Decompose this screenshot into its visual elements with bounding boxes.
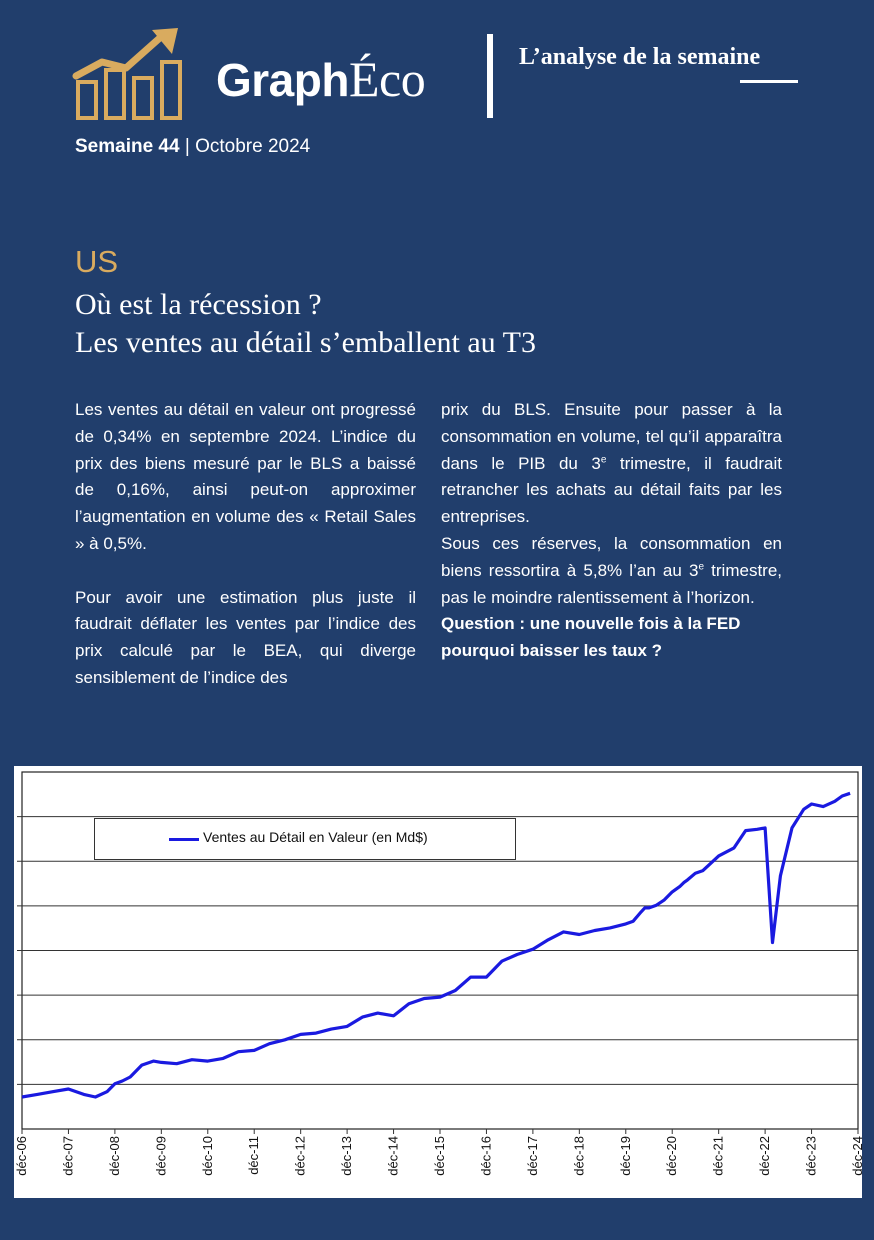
tagline-underline — [740, 80, 798, 83]
x-tick-label: déc-22 — [757, 1136, 773, 1176]
brand-name-serif: Éco — [348, 51, 426, 107]
header-divider — [487, 34, 493, 118]
paragraph-3-end: trimestre, pas le moindre ralentissement à l’horizon. — [441, 560, 783, 607]
week-number: Semaine 44 — [75, 136, 180, 157]
text-column-right — [441, 397, 782, 665]
x-tick-label: déc-08 — [106, 1136, 122, 1176]
brand-logo — [216, 50, 425, 108]
x-tick-label: déc-24 — [850, 1136, 865, 1176]
ordinal-suffix-2: e — [698, 561, 705, 573]
x-tick-label: déc-13 — [339, 1136, 355, 1176]
article-title — [75, 286, 536, 362]
x-tick-label: déc-17 — [524, 1136, 540, 1176]
legend-swatch — [169, 838, 199, 841]
x-tick-label: déc-21 — [710, 1136, 726, 1176]
paragraph-2-end: trimestre, il faudrait retrancher les achats au détail faits par les entreprises. — [441, 453, 782, 527]
x-tick-label: déc-19 — [617, 1136, 633, 1176]
title-line-2: Les ventes au détail s’emballent au T3 — [75, 326, 536, 359]
x-tick-label: déc-20 — [664, 1136, 680, 1176]
retail-sales-chart — [14, 766, 865, 1198]
month: Octobre 2024 — [195, 136, 311, 157]
x-tick-label: déc-12 — [292, 1136, 308, 1176]
x-tick-label: déc-10 — [199, 1136, 215, 1176]
x-tick-label: déc-15 — [432, 1136, 447, 1176]
brand-name-bold: Graph — [216, 54, 349, 106]
x-tick-label: déc-16 — [478, 1136, 494, 1176]
paragraph-1: Les ventes au détail en valeur ont progressé de 0,34% en septembre 2024. L’indice du prix des biens mesuré par le BLS a baissé de 0,16%, ainsi peut-on approximer l’augmentation en volume des « Retail Sales » à 0,5%. — [75, 400, 416, 553]
question: Question : une nouvelle fois à la FED pourquoi baisser les taux ? — [441, 614, 741, 661]
x-tick-label: déc-07 — [60, 1136, 76, 1176]
paragraph-3-start: Sous ces réserves, la consommation en biens ressortira à 5,8% l’an au 3 — [441, 533, 782, 580]
x-tick-label: déc-23 — [803, 1136, 819, 1176]
paragraph-2 — [75, 585, 416, 692]
ordinal-suffix: e — [600, 453, 607, 465]
paragraph-2-continued — [441, 397, 782, 531]
paragraph-3 — [441, 531, 782, 611]
chart-legend — [94, 818, 516, 860]
issue-date — [75, 136, 310, 158]
x-tick-label: déc-18 — [571, 1136, 587, 1176]
x-tick-label: déc-09 — [153, 1136, 169, 1176]
title-line-1: Où est la récession ? — [75, 288, 322, 321]
text-column-left — [75, 397, 416, 692]
x-tick-label: déc-14 — [385, 1136, 401, 1176]
paragraph-2-text: Pour avoir une estimation plus juste il faudrait déflater les ventes par l’indice des prix calculé par le BEA, qui diverge sensiblement de l’indice des — [75, 587, 416, 687]
paragraph-2-tail: prix du BLS. Ensuite pour passer à la consommation en volume, tel qu’il apparaîtra dans le PIB du 3 — [441, 400, 782, 473]
legend-label: Ventes au Détail en Valeur (en Md$) — [203, 829, 428, 845]
bar-chart-trend-icon — [72, 26, 188, 122]
x-tick-label: déc-06 — [14, 1136, 29, 1176]
country-label: US — [75, 244, 119, 279]
x-tick-label: déc-11 — [246, 1136, 262, 1175]
date-separator: | — [179, 136, 196, 157]
tagline: L’analyse de la semaine — [519, 44, 761, 70]
